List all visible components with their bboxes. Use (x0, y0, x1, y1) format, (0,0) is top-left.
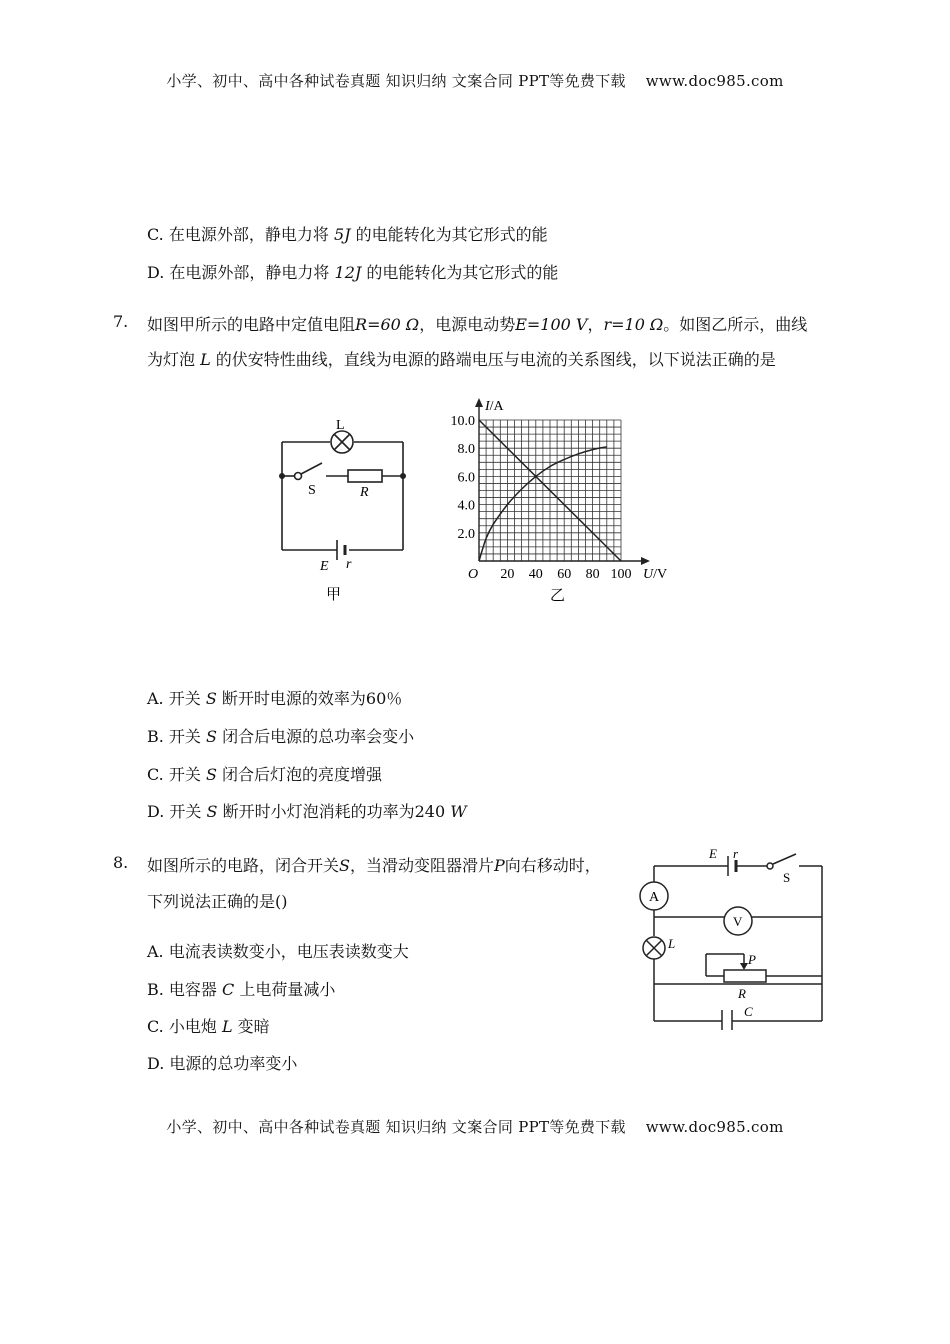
fig-yi-caption: 乙 (550, 588, 566, 604)
q7-option-d-text: 断开时小灯泡消耗的功率为240 (217, 802, 451, 821)
header-url[interactable]: www.doc985.com (645, 72, 784, 90)
q8-fig-switch: S (783, 870, 791, 885)
q8-text-1: 如图所示的电路，闭合开关 (147, 856, 340, 875)
prev-option-d-tail: 的电能转化为其它形式的能 (361, 263, 559, 282)
q7-option-d[interactable] (147, 799, 467, 822)
q7-option-c-var: S (205, 765, 217, 784)
origin-label: O (468, 567, 479, 582)
q7-text-1: 如图甲所示的电路中定值电阻 (147, 315, 356, 334)
q8-option-c[interactable] (147, 1014, 270, 1037)
q7-option-a-var: S (205, 689, 217, 708)
q7-option-b-var: S (206, 727, 217, 746)
x-axis-label: U/V (643, 567, 668, 582)
footer-text: 小学、初中、高中各种试卷真题 知识归纳 文案合同 PPT等免费下载 (166, 1118, 626, 1136)
footer-url[interactable]: www.doc985.com (645, 1118, 784, 1136)
q7-text-2: ，电源电动势 (419, 315, 516, 334)
prev-option-d[interactable] (147, 260, 558, 283)
x-tick-label: 20 (500, 567, 515, 582)
x-tick-label: 60 (557, 567, 572, 582)
q8-switch-var: S (339, 856, 350, 875)
q7-number: 7. (113, 312, 129, 331)
x-axis-arrow (641, 557, 650, 565)
q8-fig-capacitor: C (744, 1004, 753, 1019)
q7-option-b-text: 闭合后电源的总功率会变小 (217, 727, 415, 746)
figure-yi-chart (440, 392, 680, 607)
q8-fig-rheostat: R (738, 986, 746, 1001)
q7-option-a[interactable] (147, 686, 402, 709)
q7-option-c-label: C. 开关 (147, 765, 206, 784)
junction-right (400, 473, 406, 479)
q8-option-b-var: C (222, 980, 235, 999)
page-header (0, 70, 950, 91)
q7-stem-line1 (147, 312, 807, 335)
q8-option-d[interactable]: D. 电源的总功率变小 (147, 1054, 298, 1073)
q8-option-a[interactable]: A. 电流表读数变小，电压表读数变大 (147, 942, 409, 961)
x-tick-label: 100 (610, 567, 632, 582)
fig-jia-switch-label: S (308, 483, 316, 498)
figure-jia-circuit (270, 410, 420, 610)
prev-option-c-text: C. 在电源外部，静电力将 (147, 225, 334, 244)
q7-stem-line2 (147, 347, 776, 370)
prev-option-c-value: 5J (333, 225, 351, 244)
q7-option-d-unit: W (450, 802, 467, 821)
q8-fig-emf: E (709, 846, 717, 861)
q8-option-c-label: C. 小电炮 (147, 1017, 222, 1036)
q7-text-3: ， (587, 315, 604, 334)
q7-internal-resistance: r=10 Ω (603, 315, 664, 334)
fig-jia-emf-label: E (320, 559, 329, 574)
q7-option-a-text: 断开时电源的效率为60％ (216, 689, 403, 708)
prev-option-d-value: 12J (334, 263, 362, 282)
fig-jia-caption: 甲 (326, 587, 342, 603)
x-tick-label: 80 (585, 567, 600, 582)
q7-option-c[interactable] (147, 762, 382, 785)
fig-jia-internal-label: r (346, 557, 352, 572)
slider-arrow (740, 963, 748, 970)
q7-resistance: R=60 Ω (355, 315, 420, 334)
q8-option-b[interactable] (147, 977, 335, 1000)
q7-option-d-var: S (206, 802, 218, 821)
q8-fig-voltmeter: V (733, 914, 743, 929)
q7-emf: E=100 V (515, 315, 588, 334)
q7-option-b-label: B. 开关 (147, 727, 207, 746)
q8-fig-slider: P (748, 952, 756, 967)
q7-option-b[interactable] (147, 724, 414, 747)
header-text: 小学、初中、高中各种试卷真题 知识归纳 文案合同 PPT等免费下载 (166, 72, 626, 90)
q7-option-a-label: A. 开关 (147, 689, 206, 708)
q8-stem-line2: 下列说法正确的是() (147, 892, 288, 911)
junction-left (279, 473, 285, 479)
q7-text-4: 。如图乙所示，曲线 (663, 315, 808, 334)
q8-option-c-var: L (221, 1017, 233, 1036)
prev-option-c-tail: 的电能转化为其它形式的能 (350, 225, 548, 244)
q8-fig-internal: r (733, 846, 739, 861)
q8-option-b-label: B. 电容器 (147, 980, 223, 999)
fig-jia-resistor-label: R (360, 485, 369, 500)
q7-option-d-label: D. 开关 (147, 802, 207, 821)
q8-option-b-text: 上电荷量减小 (234, 980, 336, 999)
page-footer (0, 1116, 950, 1137)
q7-text-5: 为灯泡 (147, 350, 201, 369)
q8-stem-line1 (147, 853, 601, 876)
x-tick-label: 40 (528, 567, 543, 582)
fig-jia-lamp-label: L (336, 418, 345, 433)
y-tick-label: 8.0 (457, 442, 475, 458)
y-axis-arrow (475, 398, 483, 407)
q7-lamp-var: L (200, 350, 211, 369)
q8-text-2: ，当滑动变阻器滑片 (349, 856, 494, 875)
q8-option-c-text: 变暗 (232, 1017, 270, 1036)
q7-text-6: 的伏安特性曲线，直线为电源的路端电压与电流的关系图线，以下说法正确的是 (210, 350, 776, 369)
y-tick-label: 2.0 (457, 526, 475, 542)
y-tick-label: 10.0 (450, 414, 475, 429)
q8-fig-ammeter: A (649, 890, 660, 905)
q7-option-c-text: 闭合后灯泡的亮度增强 (216, 765, 382, 784)
q8-text-3: 向右移动时， (504, 856, 601, 875)
q8-fig-lamp: L (668, 936, 676, 951)
prev-option-d-text: D. 在电源外部，静电力将 (147, 263, 335, 282)
figure-q8-circuit (636, 840, 836, 1030)
prev-option-c[interactable] (147, 222, 548, 245)
q8-number: 8. (113, 853, 129, 872)
y-tick-label: 4.0 (457, 498, 475, 514)
y-axis-label: I/A (485, 399, 504, 414)
q8-slider-var: P (494, 856, 505, 875)
y-tick-label: 6.0 (457, 470, 475, 486)
